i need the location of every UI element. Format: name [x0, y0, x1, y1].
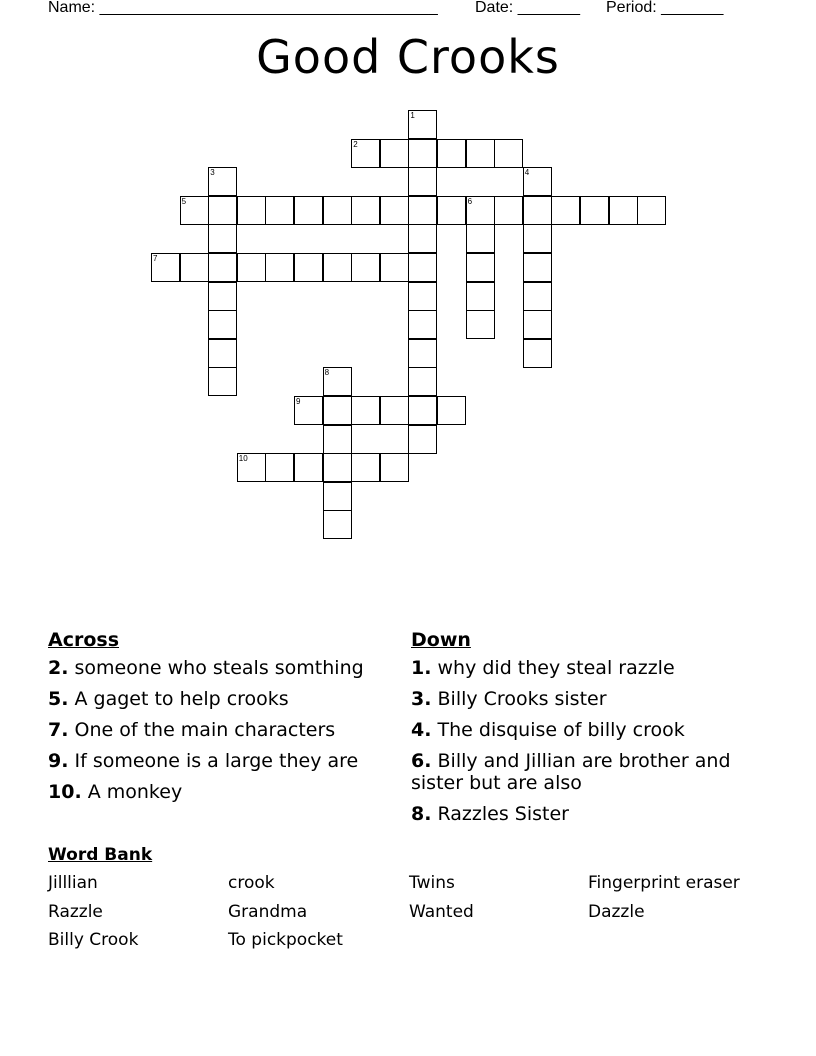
across-heading: Across [48, 629, 120, 651]
clue-text: someone who steals somthing [74, 657, 364, 679]
crossword-cell[interactable] [637, 196, 666, 225]
down-heading: Down [411, 629, 471, 651]
crossword-cell[interactable] [408, 167, 437, 196]
crossword-cell[interactable] [294, 453, 323, 482]
crossword-cell[interactable] [180, 196, 209, 225]
clue-text: Billy and Jillian are brother and sister but are also [411, 750, 731, 794]
crossword-cell[interactable] [551, 196, 580, 225]
clue-text: If someone is a large they are [74, 750, 359, 772]
cell-number: 6 [467, 196, 473, 206]
clue-text: A gaget to help crooks [74, 688, 289, 710]
crossword-cell[interactable] [523, 310, 552, 339]
crossword-cell[interactable] [208, 339, 237, 368]
crossword-cell[interactable] [323, 453, 352, 482]
across-clues [48, 629, 388, 812]
word-bank-item: Grandma [228, 902, 308, 922]
clue-number: 4. [411, 719, 432, 741]
down-clue-3 [411, 688, 771, 710]
crossword-cell[interactable] [237, 253, 266, 282]
crossword-cell[interactable] [408, 367, 437, 396]
crossword-cell[interactable] [609, 196, 638, 225]
crossword-cell[interactable] [494, 139, 523, 168]
date-field-label[interactable]: Date: _______ [475, 0, 580, 16]
crossword-cell[interactable] [408, 196, 437, 225]
crossword-cell[interactable] [208, 310, 237, 339]
clue-text: Billy Crooks sister [437, 688, 607, 710]
crossword-cell[interactable] [466, 139, 495, 168]
crossword-cell[interactable] [294, 396, 323, 425]
crossword-cell[interactable] [437, 396, 466, 425]
crossword-cell[interactable] [408, 339, 437, 368]
crossword-cell[interactable] [408, 396, 437, 425]
crossword-cell[interactable] [437, 139, 466, 168]
cell-number: 2 [353, 139, 358, 149]
crossword-cell[interactable] [523, 339, 552, 368]
crossword-cell[interactable] [351, 253, 380, 282]
crossword-cell[interactable] [351, 396, 380, 425]
word-bank-item: Twins [409, 873, 455, 893]
cell-number: 10 [238, 454, 248, 464]
crossword-cell[interactable] [408, 224, 437, 253]
cell-number: 1 [410, 111, 415, 120]
clue-text: The disquise of billy crook [437, 719, 685, 741]
crossword-cell[interactable] [265, 453, 294, 482]
crossword-cell[interactable] [265, 253, 294, 282]
crossword-cell[interactable] [323, 253, 352, 282]
crossword-cell[interactable] [523, 196, 552, 225]
word-bank-item: Billy Crook [48, 930, 139, 950]
word-bank-heading: Word Bank [48, 845, 153, 865]
crossword-cell[interactable] [523, 224, 552, 253]
word-bank-item: Dazzle [588, 902, 645, 922]
across-clue-10 [48, 781, 388, 803]
crossword-cell[interactable] [380, 139, 409, 168]
clue-text: A monkey [87, 781, 183, 803]
crossword-cell[interactable] [408, 253, 437, 282]
crossword-cell[interactable] [408, 110, 437, 139]
clue-number: 8. [411, 803, 432, 825]
crossword-cell[interactable] [265, 196, 294, 225]
clue-text: One of the main characters [74, 719, 336, 741]
crossword-cell[interactable] [237, 196, 266, 225]
crossword-cell[interactable] [323, 510, 352, 539]
across-clue-7 [48, 719, 388, 741]
clue-number: 2. [48, 657, 69, 679]
cell-number: 7 [153, 254, 158, 263]
crossword-cell[interactable] [208, 167, 237, 196]
crossword-cell[interactable] [180, 253, 209, 282]
across-clue-9 [48, 750, 388, 772]
cell-number: 9 [296, 397, 301, 406]
crossword-cell[interactable] [294, 196, 323, 225]
down-clue-1 [411, 657, 771, 679]
word-bank-item: Jilllian [48, 873, 98, 893]
crossword-cell[interactable] [408, 139, 437, 168]
crossword-cell[interactable] [466, 310, 495, 339]
cell-number: 4 [524, 168, 530, 178]
cell-number: 5 [181, 196, 187, 206]
crossword-cell[interactable] [466, 282, 495, 311]
crossword-cell[interactable] [323, 196, 352, 225]
word-bank-item: Razzle [48, 902, 103, 922]
crossword-cell[interactable] [237, 453, 266, 482]
down-clue-4 [411, 719, 771, 741]
period-field-label[interactable]: Period: _______ [606, 0, 724, 16]
crossword-cell[interactable] [437, 196, 466, 225]
down-clue-8 [411, 803, 771, 825]
crossword-cell[interactable] [208, 196, 237, 225]
crossword-cell[interactable] [523, 253, 552, 282]
crossword-cell[interactable] [580, 196, 609, 225]
crossword-cell[interactable] [351, 196, 380, 225]
crossword-cell[interactable] [323, 482, 352, 511]
crossword-cell[interactable] [466, 253, 495, 282]
crossword-cell[interactable] [323, 367, 352, 396]
word-bank-item: Fingerprint eraser [588, 873, 740, 893]
crossword-cell[interactable] [380, 453, 409, 482]
crossword-cell[interactable] [208, 282, 237, 311]
crossword-cell[interactable] [351, 139, 380, 168]
page-title: Good Crooks [256, 30, 560, 84]
crossword-cell[interactable] [380, 253, 409, 282]
clue-number: 3. [411, 688, 432, 710]
crossword-cell[interactable] [208, 224, 237, 253]
across-clue-5 [48, 688, 388, 710]
crossword-cell[interactable] [408, 282, 437, 311]
clue-number: 1. [411, 657, 432, 679]
crossword-cell[interactable] [323, 396, 352, 425]
word-bank-item: crook [228, 873, 275, 893]
clue-number: 6. [411, 750, 432, 772]
word-bank-item: To pickpocket [228, 930, 343, 950]
crossword-cell[interactable] [323, 425, 352, 454]
clue-number: 10. [48, 781, 82, 803]
clue-number: 7. [48, 719, 69, 741]
crossword-cell[interactable] [408, 310, 437, 339]
crossword-cell[interactable] [523, 167, 552, 196]
crossword-cell[interactable] [523, 282, 552, 311]
across-clue-2 [48, 657, 388, 679]
crossword-cell[interactable] [466, 224, 495, 253]
clue-text: why did they steal razzle [437, 657, 675, 679]
crossword-cell[interactable] [294, 253, 323, 282]
crossword-cell[interactable] [466, 196, 495, 225]
cell-number: 3 [210, 168, 215, 178]
word-bank-item: Wanted [409, 902, 474, 922]
crossword-cell[interactable] [494, 196, 523, 225]
clue-text: Razzles Sister [437, 803, 569, 825]
crossword-cell[interactable] [151, 253, 180, 282]
name-field-label[interactable]: Name: ______________________________________ [48, 0, 438, 16]
crossword-cell[interactable] [380, 196, 409, 225]
crossword-cell[interactable] [408, 425, 437, 454]
clue-number: 5. [48, 688, 69, 710]
down-clues [411, 629, 771, 834]
crossword-cell[interactable] [351, 453, 380, 482]
clue-number: 9. [48, 750, 69, 772]
down-clue-6 [411, 750, 771, 794]
cell-number: 8 [324, 368, 330, 378]
crossword-cell[interactable] [380, 396, 409, 425]
crossword-cell[interactable] [208, 253, 237, 282]
crossword-cell[interactable] [208, 367, 237, 396]
